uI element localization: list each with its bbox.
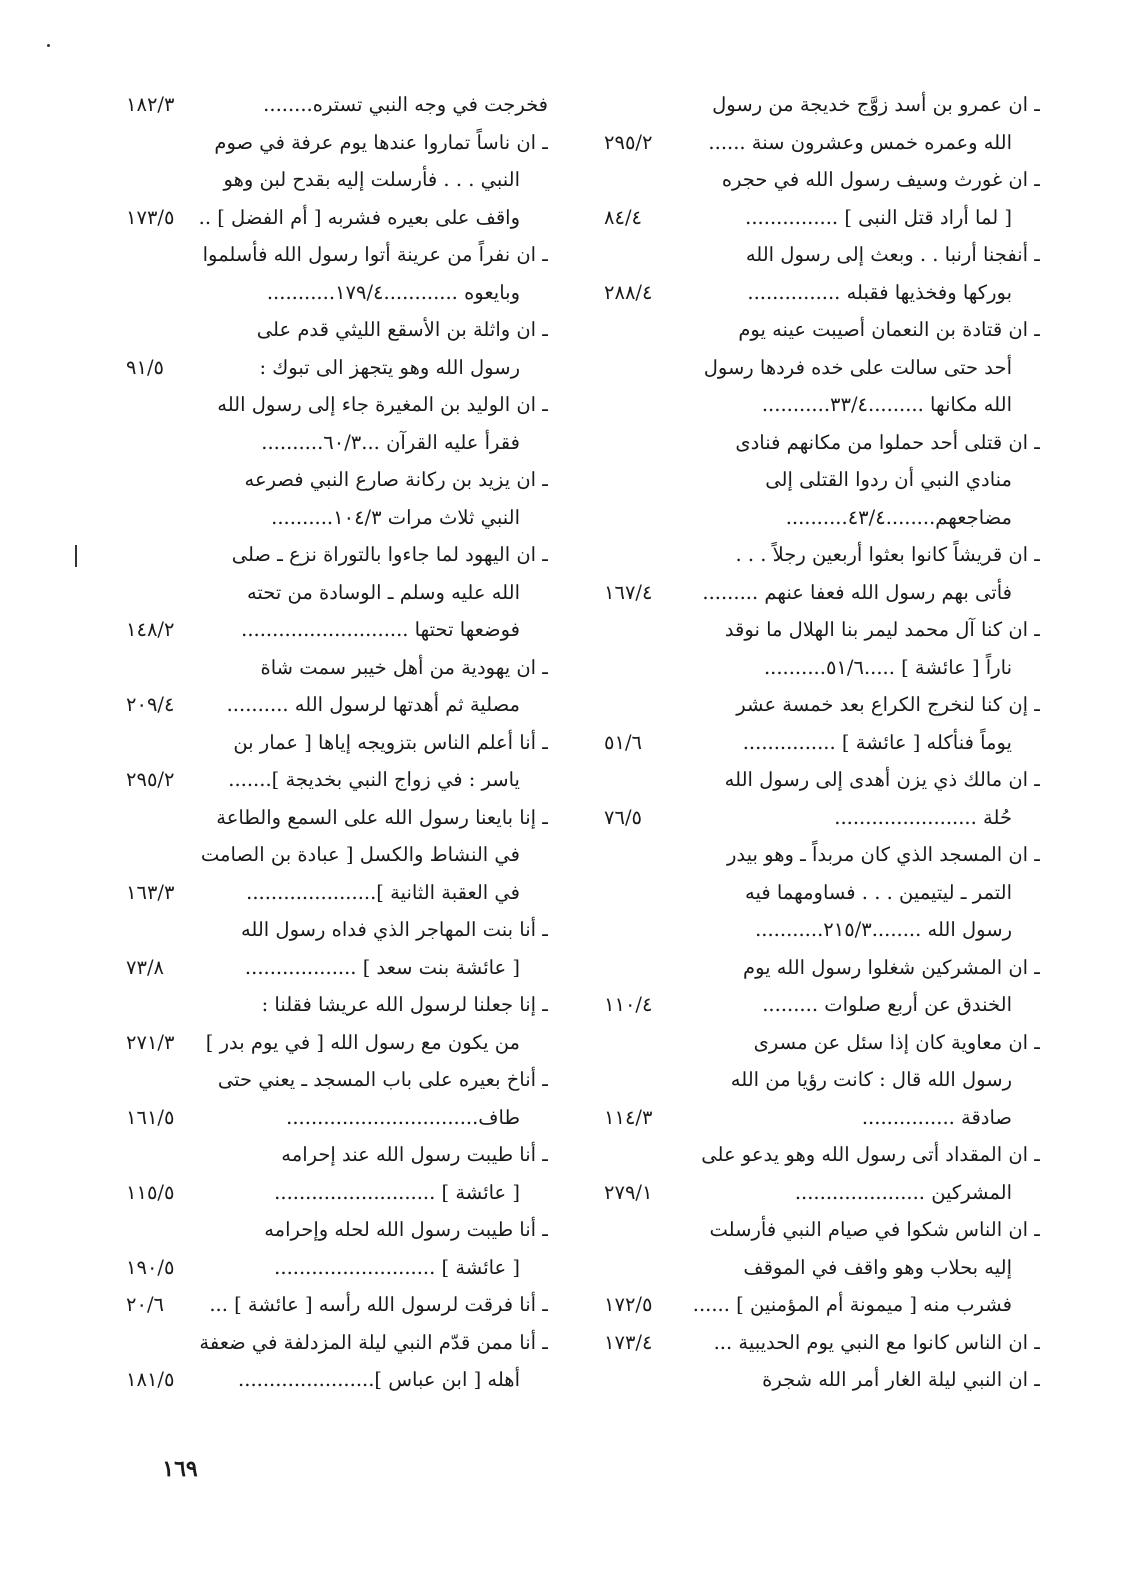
index-entry (600, 686, 1040, 761)
entry-text: رسول الله قال : كانت رؤيا من الله (730, 1068, 1012, 1091)
entry-line (122, 311, 548, 349)
volume-page-reference: ٢٠/٦ (126, 1293, 164, 1316)
entry-line (122, 1174, 548, 1212)
index-entry (122, 986, 548, 1061)
entry-text: فوضعها تحتها ........................... (241, 618, 520, 641)
entry-text: منادي النبي أن ردوا القتلى إلى (765, 468, 1012, 491)
entry-line (600, 836, 1040, 874)
index-entry (122, 649, 548, 724)
entry-text: ـ ان المقداد أتى رسول الله وهو يدعو على (701, 1143, 1040, 1166)
entry-text: التمر ـ ليتيمين . . . فساومهما فيه (745, 880, 1012, 904)
entry-line (600, 274, 1040, 312)
entry-text: [ لما أراد قتل النبى ] ............... (745, 205, 1012, 229)
volume-page-reference: ١٦٣/٣ (126, 880, 175, 904)
volume-page-reference: ٩١/٥ (126, 355, 164, 379)
entry-line (122, 236, 548, 274)
entry-line (122, 124, 548, 162)
index-entry (600, 536, 1040, 611)
entry-text: الله وعمره خمس وعشرون سنة ...... (708, 130, 1012, 154)
entry-line (122, 1249, 548, 1287)
index-column-right (600, 86, 1040, 1399)
entry-line (122, 686, 548, 724)
entry-text: فقرأ عليه القرآن ...٦٠/٣.......... (261, 430, 520, 454)
volume-page-reference: ١٤٨/٢ (126, 618, 175, 641)
entry-text: النبي ثلاث مرات ١٠٤/٣.......... (271, 505, 520, 529)
entry-line (600, 1211, 1040, 1249)
entry-line (600, 611, 1040, 649)
entry-text: يوماً فنأكله [ عائشة ] ............... (742, 730, 1012, 754)
volume-page-reference: ١٦٧/٤ (604, 580, 653, 604)
entry-line (122, 424, 548, 462)
entry-text: ـ ان الوليد بن المغيرة جاء إلى رسول الله (217, 393, 548, 416)
scan-speck (47, 44, 50, 47)
entry-text: صادقة ............... (861, 1105, 1012, 1129)
entry-text: ـ إنا جعلنا لرسول الله عريشا فقلنا : (261, 993, 548, 1016)
volume-page-reference: ١١٥/٥ (126, 1180, 175, 1204)
entry-line (122, 1136, 548, 1174)
entry-text: ـ ان يزيد بن ركانة صارع النبي فصرعه (244, 468, 548, 491)
index-entry (122, 311, 548, 386)
entry-text: [ عائشة ] .......................... (274, 1255, 520, 1279)
entry-line (122, 1286, 548, 1324)
entry-text: وبايعوه ............١٧٩/٤........... (266, 280, 520, 304)
entry-text: ـ ان النبي ليلة الغار أمر الله شجرة (762, 1368, 1040, 1391)
entry-line (122, 1061, 548, 1099)
index-entry (600, 836, 1040, 949)
entry-line (122, 986, 548, 1024)
entry-line (600, 724, 1040, 762)
volume-page-reference: ١٧٢/٥ (604, 1293, 653, 1316)
entry-line (122, 874, 548, 912)
entry-line (122, 536, 548, 574)
entry-line (122, 799, 548, 837)
index-entry (600, 949, 1040, 1024)
entry-text: ـ أنا طيبت رسول الله عند إحرامه (281, 1143, 548, 1166)
entry-line (600, 874, 1040, 912)
entry-line (122, 349, 548, 387)
entry-text: حُلة ....................... (834, 805, 1012, 829)
entry-text: ـ أنفجنا أرنبا . . وبعث إلى رسول الله (745, 243, 1040, 266)
entry-text: ـ ان غورث وسيف رسول الله في حجره (721, 168, 1040, 191)
entry-text: النبي . . . فأرسلت إليه بقدح لبن وهو (223, 168, 520, 191)
entry-text: ناراً [ عائشة ] .....٥١/٦.......... (763, 655, 1012, 679)
entry-line (122, 86, 548, 124)
scan-mark (75, 545, 77, 567)
entry-line (122, 724, 548, 762)
entry-text: ـ ان عمرو بن أسد زوَّج خديجة من رسول (712, 93, 1040, 116)
index-column-left (122, 86, 548, 1399)
entry-text: بوركها وفخذيها فقبله ............... (747, 280, 1012, 304)
index-entry (122, 124, 548, 237)
entry-text: [ عائشة بنت سعد ] .................. (244, 955, 520, 979)
entry-line (600, 949, 1040, 987)
entry-line (600, 1099, 1040, 1137)
entry-line (600, 461, 1040, 499)
entry-line (600, 1136, 1040, 1174)
volume-page-reference: ٢٩٥/٢ (126, 768, 175, 791)
entry-line (122, 274, 548, 312)
index-entry (122, 86, 548, 124)
entry-line (600, 986, 1040, 1024)
entry-text: الله عليه وسلم ـ الوسادة من تحته (246, 580, 520, 604)
entry-line (122, 499, 548, 537)
entry-line (600, 1249, 1040, 1287)
page-number: ١٦٩ (162, 1456, 198, 1482)
entry-text: في النشاط والكسل [ عبادة بن الصامت (200, 843, 520, 866)
entry-text: ـ ان قريشاً كانوا بعثوا أربعين رجلاً . . . (735, 543, 1040, 566)
entry-text: ـ ان الناس شكوا في صيام النبي فأرسلت (709, 1218, 1040, 1241)
index-entry (600, 311, 1040, 424)
entry-line (600, 799, 1040, 837)
index-entry (600, 1211, 1040, 1324)
index-entry (122, 386, 548, 461)
entry-text: ـ أنا ممن قدّم النبي ليلة المزدلفة في ضعفة (199, 1330, 548, 1354)
entry-text: رسول الله وهو يتجهز الى تبوك : (259, 355, 520, 379)
entry-text: ـ ان واثلة بن الأسقع الليثي قدم على (256, 318, 548, 341)
entry-text: ـ ان نفراً من عرينة أتوا رسول الله فأسلموا (202, 243, 548, 266)
index-entry (600, 424, 1040, 537)
entry-line (122, 1361, 548, 1399)
index-entry (600, 1136, 1040, 1211)
entry-line (122, 386, 548, 424)
entry-line (600, 574, 1040, 612)
volume-page-reference: ٢٧٩/١ (604, 1180, 653, 1204)
entry-text: المشركين ..................... (794, 1180, 1012, 1204)
volume-page-reference: ١٧٣/٤ (604, 1330, 653, 1354)
index-entry (122, 461, 548, 536)
index-entry (122, 1324, 548, 1399)
volume-page-reference: ٨٤/٤ (604, 205, 642, 229)
entry-line (122, 836, 548, 874)
entry-text: فخرجت في وجه النبي تستره........ (263, 93, 548, 116)
volume-page-reference: ٢٧١/٣ (126, 1030, 175, 1054)
index-entry (600, 1361, 1040, 1399)
entry-line (600, 1286, 1040, 1324)
entry-line (600, 761, 1040, 799)
entry-line (122, 611, 548, 649)
volume-page-reference: ١٧٣/٥ (126, 205, 175, 229)
index-entry (122, 536, 548, 649)
volume-page-reference: ١١٠/٤ (604, 993, 653, 1016)
entry-text: ـ ان ناساً تماروا عندها يوم عرفة في صوم (214, 130, 548, 154)
entry-line (600, 1324, 1040, 1362)
entry-text: ـ ان اليهود لما جاءوا بالتوراة نزع ـ صلى (231, 543, 548, 566)
entry-line (600, 199, 1040, 237)
volume-page-reference: ٧٦/٥ (604, 805, 642, 829)
entry-text: مصلية ثم أهدتها لرسول الله .......... (226, 693, 520, 716)
entry-line (600, 236, 1040, 274)
entry-text: ـ أناخ بعيره على باب المسجد ـ يعني حتى (217, 1068, 548, 1091)
index-entry (122, 799, 548, 912)
entry-text: ـ ان كنا آل محمد ليمر بنا الهلال ما نوقد (724, 618, 1040, 641)
entry-line (600, 349, 1040, 387)
index-entry (122, 1286, 548, 1324)
entry-text: من يكون مع رسول الله [ في يوم بدر ] (205, 1030, 520, 1054)
entry-line (122, 949, 548, 987)
entry-line (600, 161, 1040, 199)
index-entry (600, 86, 1040, 161)
entry-line (122, 1099, 548, 1137)
index-entry (600, 236, 1040, 311)
index-entry (600, 761, 1040, 836)
index-entry (600, 161, 1040, 236)
entry-line (122, 761, 548, 799)
entry-text: ـ إنا بايعنا رسول الله على السمع والطاعة (216, 805, 548, 829)
entry-line (122, 161, 548, 199)
entry-text: ـ أنا فرقت لرسول الله رأسه [ عائشة ] ... (209, 1293, 548, 1316)
entry-text: أهله [ ابن عباس ]...................... (238, 1368, 520, 1391)
volume-page-reference: ١٨٢/٣ (126, 93, 175, 116)
entry-text: ـ أنا طيبت رسول الله لحله وإحرامه (264, 1218, 548, 1241)
entry-line (122, 1324, 548, 1362)
entry-text: مضاجعهم........٤٣/٤.......... (785, 505, 1012, 529)
entry-line (600, 686, 1040, 724)
entry-line (600, 86, 1040, 124)
entry-text: واقف على بعيره فشربه [ أم الفضل ] .. (198, 205, 520, 229)
volume-page-reference: ١١٤/٣ (604, 1105, 653, 1129)
index-entry (600, 611, 1040, 686)
entry-text: فشرب منه [ ميمونة أم المؤمنين ] ...... (692, 1293, 1012, 1316)
entry-line (600, 536, 1040, 574)
entry-line (600, 911, 1040, 949)
entry-line (600, 499, 1040, 537)
entry-line (122, 574, 548, 612)
volume-page-reference: ٢٩٥/٢ (604, 130, 653, 154)
entry-text: ـ ان مالك ذي يزن أهدى إلى رسول الله (724, 768, 1040, 791)
index-entry (122, 1136, 548, 1211)
entry-text: ـ إن كنا لنخرج الكراع بعد خمسة عشر (736, 693, 1040, 716)
entry-text: ـ ان قتلى أحد حملوا من مكانهم فنادى (735, 430, 1040, 454)
volume-page-reference: ٢٨٨/٤ (604, 280, 653, 304)
entry-line (600, 1174, 1040, 1212)
entry-line (122, 199, 548, 237)
index-entry (122, 724, 548, 799)
entry-line (600, 311, 1040, 349)
entry-line (600, 1024, 1040, 1062)
entry-text: فأتى بهم رسول الله فعفا عنهم ......... (702, 580, 1012, 604)
entry-line (600, 424, 1040, 462)
index-entry (122, 1061, 548, 1136)
entry-text: الله مكانها .........٣٣/٤........... (761, 393, 1012, 416)
entry-text: أحد حتى سالت على خده فردها رسول (703, 355, 1012, 379)
volume-page-reference: ٢٠٩/٤ (126, 693, 175, 716)
entry-text: ـ أنا بنت المهاجر الذي فداه رسول الله (240, 918, 548, 941)
index-entry (600, 1324, 1040, 1362)
volume-page-reference: ٧٣/٨ (126, 955, 164, 979)
entry-text: ـ ان يهودية من أهل خيبر سمت شاة (260, 655, 548, 679)
entry-text: رسول الله ........٢١٥/٣........... (755, 918, 1012, 941)
entry-line (600, 1361, 1040, 1399)
entry-text: ـ ان معاوية كان إذا سئل عن مسرى (753, 1030, 1040, 1054)
volume-page-reference: ٥١/٦ (604, 730, 642, 754)
volume-page-reference: ١٦١/٥ (126, 1105, 175, 1129)
index-entry (122, 236, 548, 311)
entry-text: الخندق عن أربع صلوات ......... (762, 993, 1012, 1016)
volume-page-reference: ١٨١/٥ (126, 1368, 175, 1391)
index-entry (600, 1024, 1040, 1137)
entry-text: ـ ان المسجد الذي كان مربداً ـ وهو بيدر (726, 843, 1040, 866)
entry-text: طاف............................... (286, 1105, 520, 1129)
entry-text: [ عائشة ] .......................... (274, 1180, 520, 1204)
entry-line (600, 124, 1040, 162)
entry-text: في العقبة الثانية ]..................... (246, 880, 520, 904)
entry-text: ـ ان الناس كانوا مع النبي يوم الحديبية ... (713, 1330, 1040, 1354)
index-entry (122, 911, 548, 986)
entry-text: ياسر : في زواج النبي بخديجة ]....... (228, 768, 520, 791)
entry-text: ـ ان المشركين شغلوا رسول الله يوم (743, 955, 1040, 979)
entry-line (122, 649, 548, 687)
entry-text: ـ ان قتادة بن النعمان أصيبت عينه يوم (738, 318, 1040, 341)
entry-text: ـ أنا أعلم الناس بتزويجه إياها [ عمار بن (233, 730, 548, 754)
entry-line (122, 911, 548, 949)
entry-text: إليه بحلاب وهو واقف في الموقف (743, 1255, 1012, 1279)
entry-line (122, 1211, 548, 1249)
entry-line (600, 1061, 1040, 1099)
entry-line (122, 461, 548, 499)
entry-line (122, 1024, 548, 1062)
entry-line (600, 386, 1040, 424)
index-entry (122, 1211, 548, 1286)
volume-page-reference: ١٩٠/٥ (126, 1255, 175, 1279)
entry-line (600, 649, 1040, 687)
